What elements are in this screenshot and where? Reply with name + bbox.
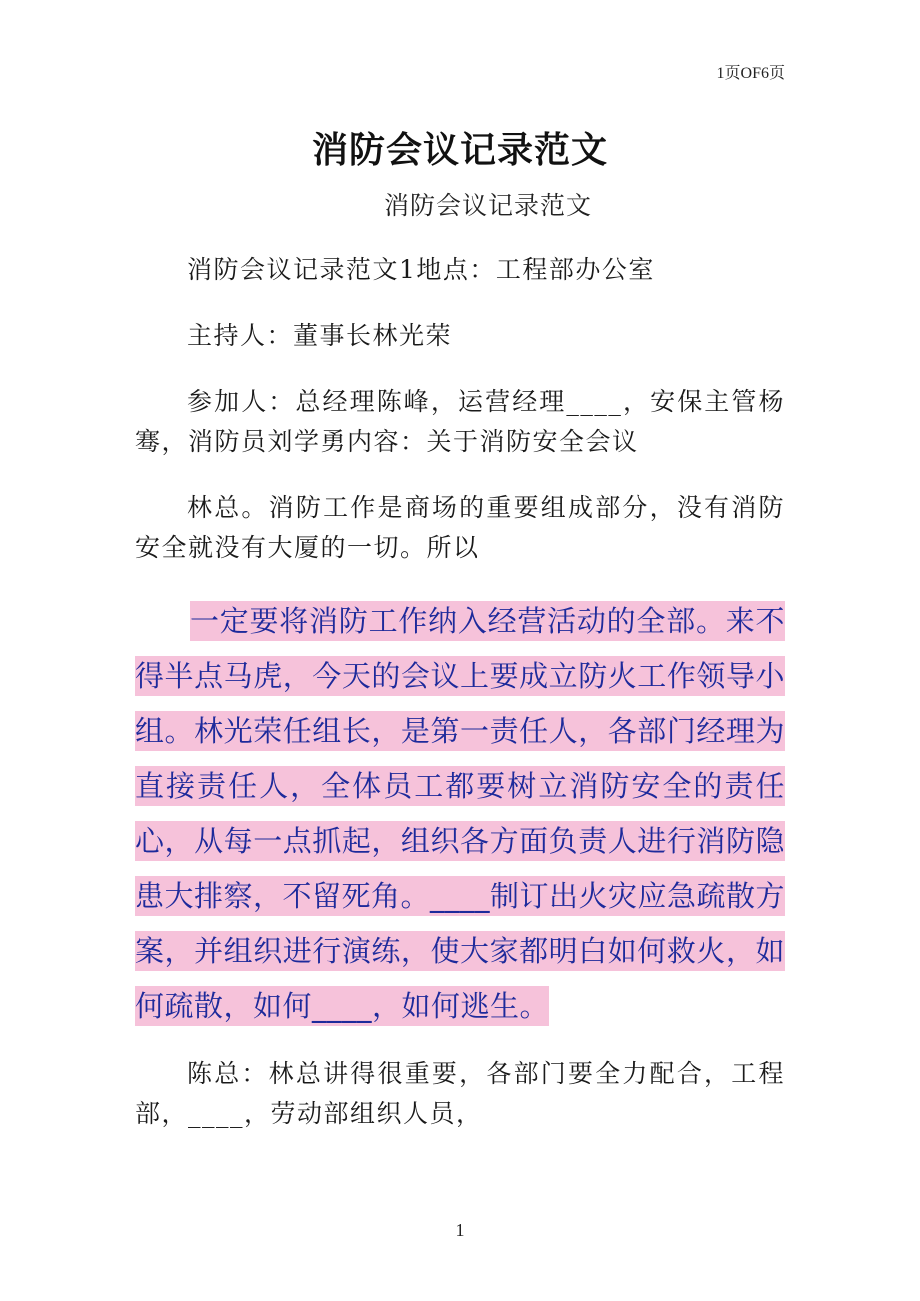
paragraph-chen-speech: 陈总：林总讲得很重要，各部门要全力配合，工程部，____，劳动部组织人员，: [135, 1059, 785, 1128]
document-subtitle: 消防会议记录范文: [384, 191, 593, 220]
document-body: [135, 250, 785, 1160]
highlighted-text: 一定要将消防工作纳入经营活动的全部。来不得半点马虎，今天的会议上要成立防火工作领导小组。林光荣任组长，是第一责任人，各部门经理为直接责任人，全体员工都要树立消防安全的责任心，从每一点抓起，组织各方面负责人进行消防隐患大排察，不留死角。____制订出火灾应急疏散方案，并组织进行演练，使大家都明白如何救火，如何疏散，如何____，如何逃生。: [135, 601, 785, 1026]
paragraph-host: 主持人：董事长林光荣: [187, 321, 453, 350]
paragraph-meeting-location: 消防会议记录范文1地点：工程部办公室: [187, 255, 655, 284]
paragraph-attendees: 参加人：总经理陈峰，运营经理____，安保主管杨骞，消防员刘学勇内容：关于消防安全会议: [135, 387, 785, 456]
page-counter: 1页OF6页: [716, 65, 785, 82]
document-title: 消防会议记录范文: [311, 130, 608, 171]
paragraph-lin-speech: 林总。消防工作是商场的重要组成部分，没有消防安全就没有大厦的一切。所以: [135, 493, 785, 562]
page-number: 1: [455, 1220, 465, 1240]
highlighted-paragraph: [135, 594, 785, 1034]
